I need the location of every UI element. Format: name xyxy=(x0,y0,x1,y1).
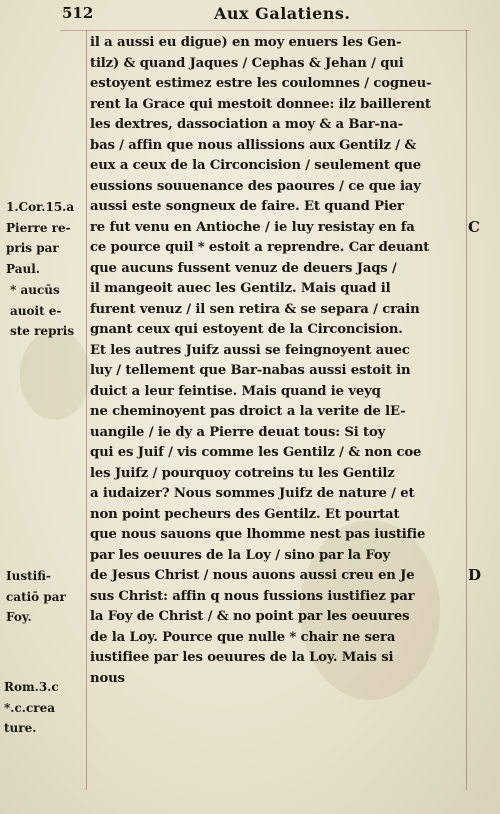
text-line: uangile / ie dy a Pierre deuat tous: Si toy xyxy=(90,424,386,440)
text-line: qui es Juif / vis comme les Gentilz / & non coe xyxy=(90,445,422,460)
marginal-letter-d: D xyxy=(468,566,482,584)
text-line: gnant ceux qui estoyent de la Circoncision. xyxy=(90,322,403,337)
text-line: rent la Grace qui mestoit donnee: ilz baillerent xyxy=(90,96,431,112)
margin-rule-left xyxy=(86,30,87,790)
text-line: les Juifz / pourquoy cotreins tu les Gentilz xyxy=(90,465,395,481)
margin-note-iustification xyxy=(6,566,66,628)
text-line: furent venuz / il sen retira & se separa / crain xyxy=(90,301,420,317)
text-line: a iudaizer? Nous sommes Juifz de nature / et xyxy=(90,486,415,501)
text-line: duict a leur feintise. Mais quand ie veyq xyxy=(90,383,381,399)
text-line: eux a ceux de la Circoncision / seulement que xyxy=(90,158,421,173)
main-text-block xyxy=(90,33,462,689)
text-line: la Foy de Christ / & no point par les oeuures xyxy=(90,609,410,624)
text-line: iustifiee par les oeuures de la Loy. Mais si xyxy=(90,650,394,665)
text-line: bas / affin que nous allissions aux Gentilz / & xyxy=(90,137,417,153)
text-line: il mangeoit auec les Gentilz. Mais quad il xyxy=(90,281,391,296)
text-line: Et les autres Juifz aussi se feingnoyent auec xyxy=(90,342,410,358)
margin-note-aucuns xyxy=(10,280,74,342)
running-title: Aux Galatiens. xyxy=(214,4,351,23)
margin-note-pierre-repris xyxy=(6,197,74,279)
margin-note-line: auoit e- xyxy=(10,303,62,318)
text-line: ce pource quil * estoit a reprendre. Car deuant xyxy=(90,240,430,255)
page-header xyxy=(62,2,440,28)
margin-note-line: *.c.crea xyxy=(4,700,55,715)
text-line: luy / tellement que Bar-nabas aussi estoit in xyxy=(90,363,411,378)
text-line: eussions souuenance des paoures / ce que iay xyxy=(90,178,421,194)
text-line: de la Loy. Pource que nulle * chair ne sera xyxy=(90,629,396,645)
text-line: de Jesus Christ / nous auons aussi creu en Je xyxy=(90,568,415,583)
margin-note-line: catiō par xyxy=(6,589,66,604)
text-line: sus Christ: affin q nous fussions iustifiez par xyxy=(90,588,415,604)
margin-note-line: * aucūs xyxy=(10,283,60,297)
text-line: les dextres, dassociation a moy & a Bar-na- xyxy=(90,117,404,132)
margin-note-line: Pierre re- xyxy=(6,220,71,235)
text-line: par les oeuures de la Loy / sino par la Foy xyxy=(90,547,391,563)
text-line: nous xyxy=(90,670,125,686)
margin-note-line: ture. xyxy=(4,721,37,735)
margin-note-rom xyxy=(4,677,59,739)
text-line: tilz) & quand Jaques / Cephas & Jehan / qui xyxy=(90,55,404,71)
text-line: ne cheminoyent pas droict a la verite de lE- xyxy=(90,404,406,419)
paper-stain xyxy=(20,330,90,420)
margin-note-line: Paul. xyxy=(6,261,40,276)
marginal-letter-c: C xyxy=(468,218,480,236)
text-line: aussi este songneux de faire. Et quand Pier xyxy=(90,199,404,214)
header-rule xyxy=(60,30,470,31)
folio-number: 512 xyxy=(62,4,94,22)
text-line: que aucuns fussent venuz de deuers Jaqs / xyxy=(90,260,397,276)
margin-note-line: ste repris xyxy=(10,324,75,338)
margin-rule-right xyxy=(466,30,467,790)
margin-note-line: Iustifi- xyxy=(6,569,51,583)
margin-note-line: 1.Cor.15.a xyxy=(6,200,75,214)
text-line: re fut venu en Antioche / ie luy resistay en fa xyxy=(90,219,415,235)
text-line: que nous sauons que lhomme nest pas iustifie xyxy=(90,527,426,542)
margin-note-line: Rom.3.c xyxy=(4,680,59,694)
text-line: il a aussi eu digue) en moy enuers les Gen- xyxy=(90,35,402,50)
margin-note-line: Foy. xyxy=(6,610,32,624)
text-line: estoyent estimez estre les coulomnes / cogneu- xyxy=(90,76,432,91)
margin-note-line: pris par xyxy=(6,241,59,255)
text-line: non point pecheurs des Gentilz. Et pourtat xyxy=(90,506,400,522)
